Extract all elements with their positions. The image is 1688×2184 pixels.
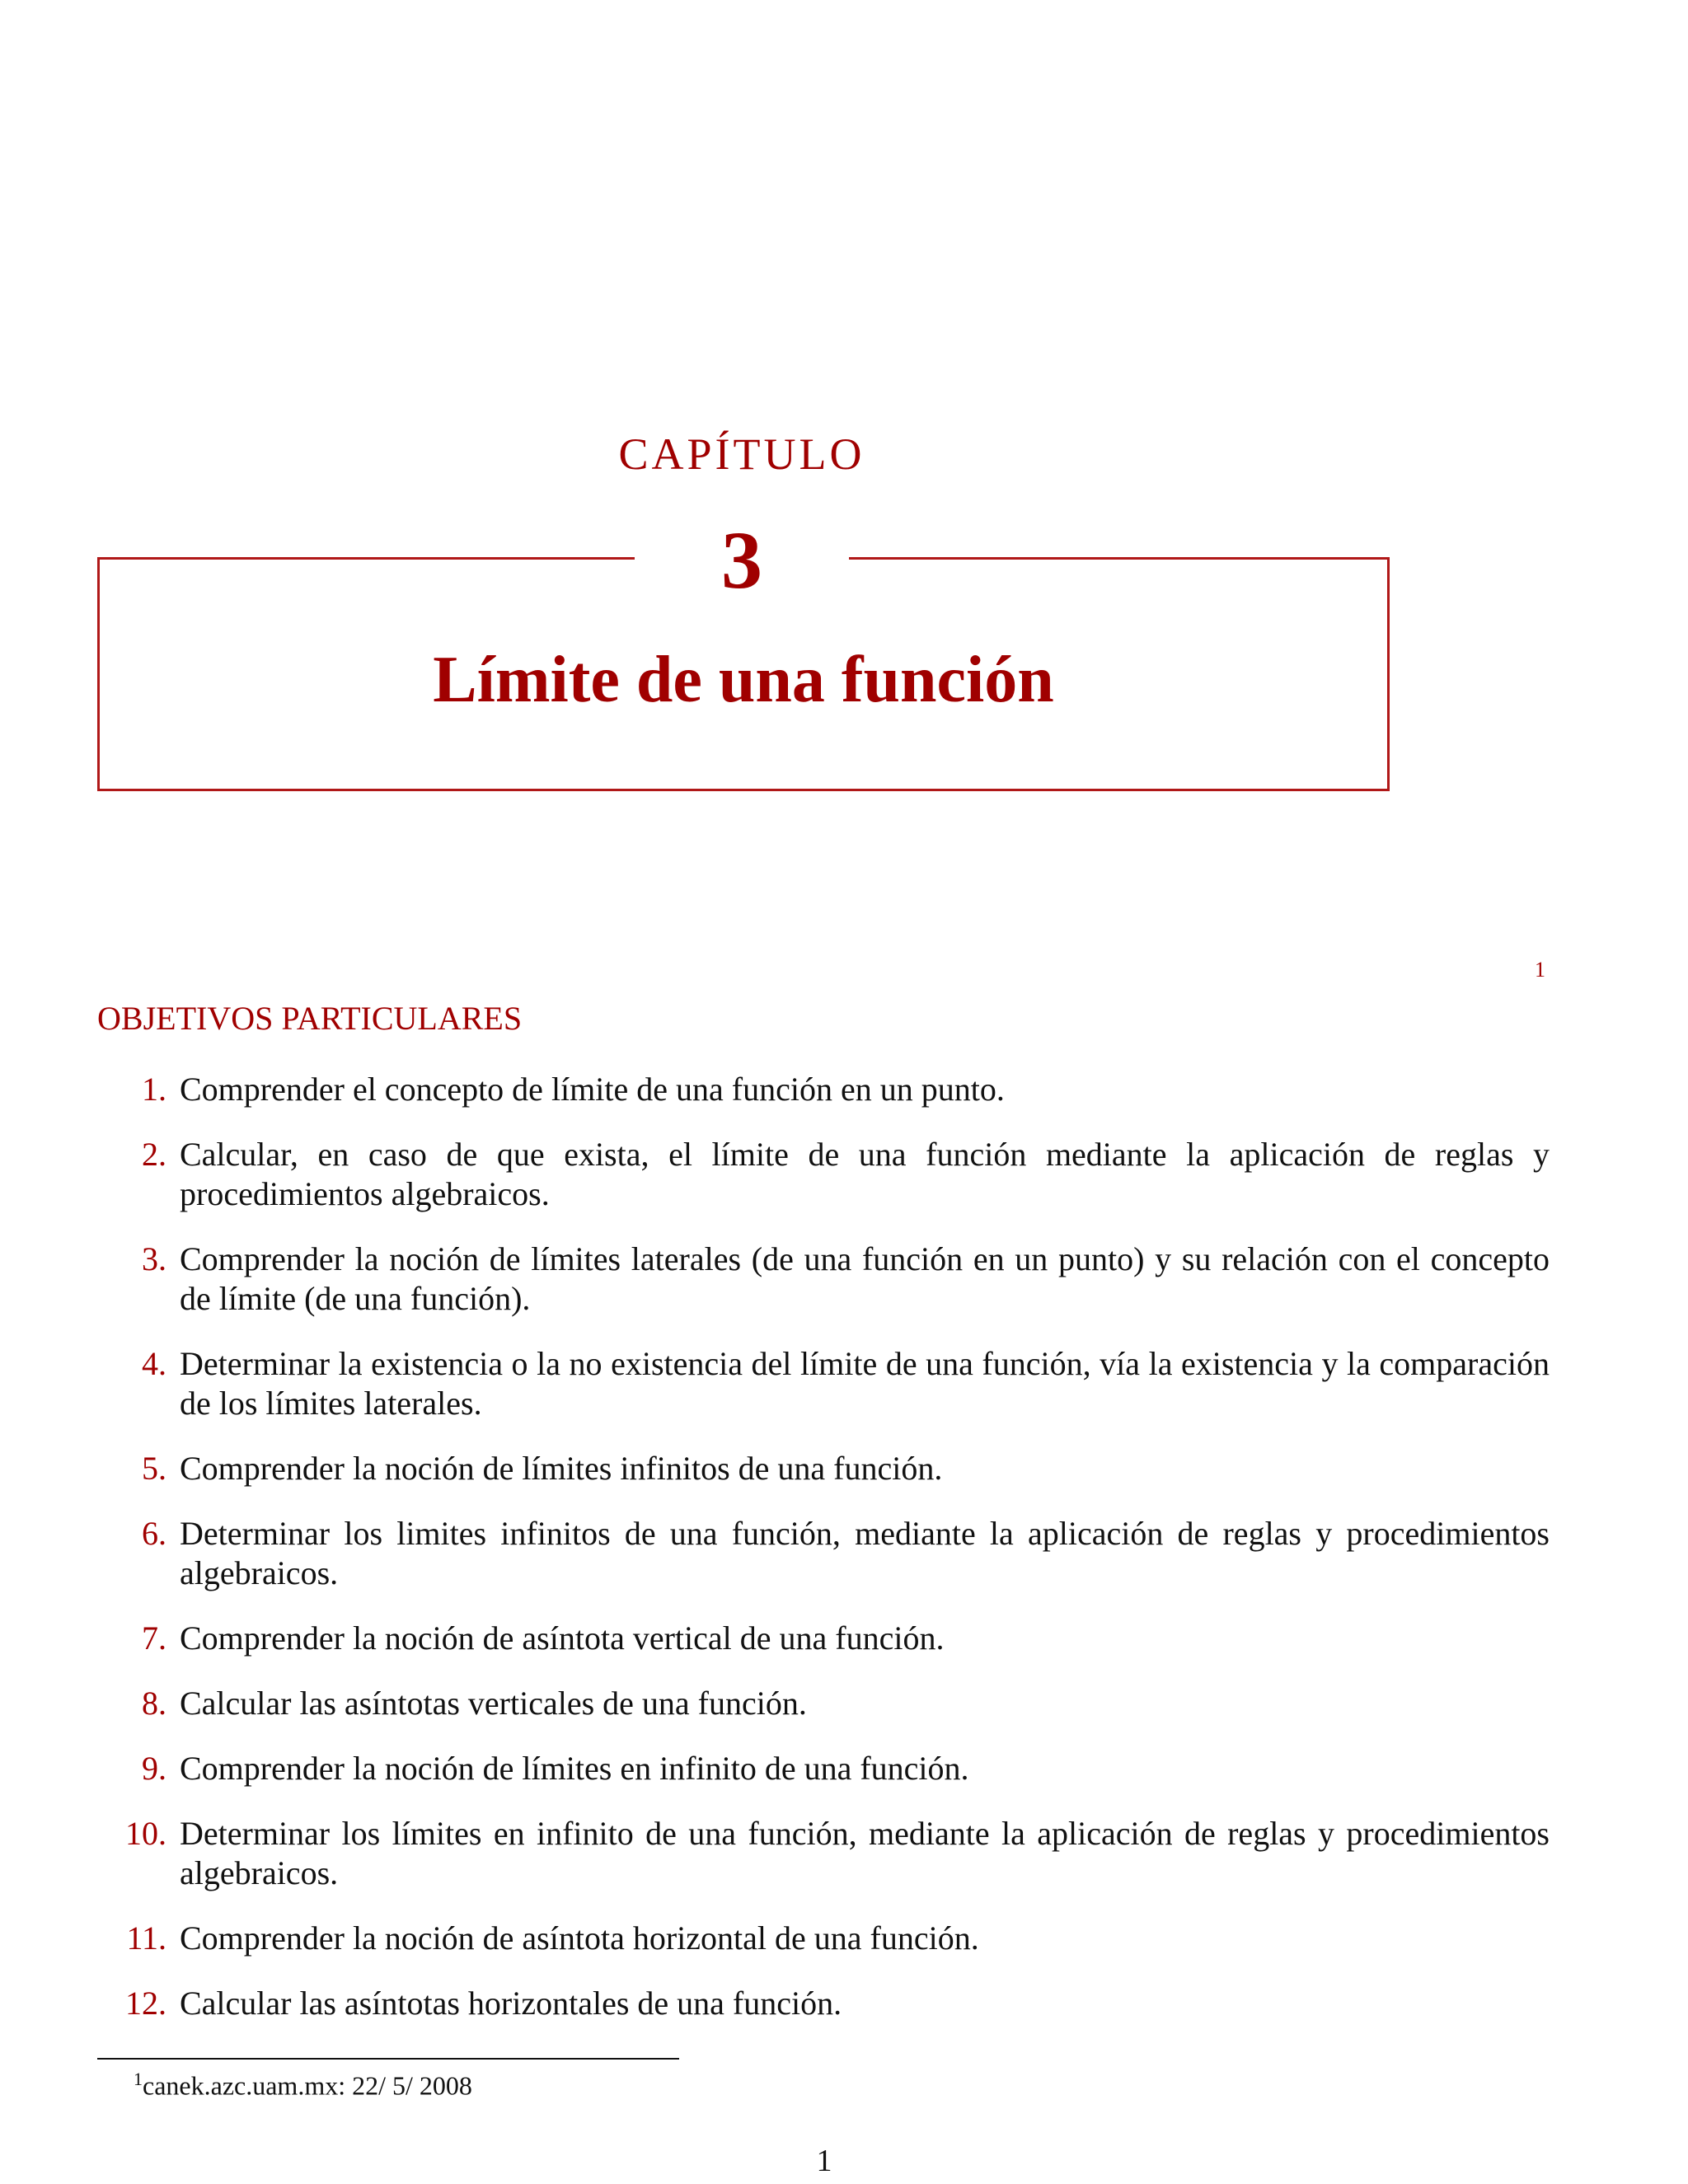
objective-item: [97, 1070, 1550, 1109]
objective-item: [97, 1135, 1550, 1214]
objective-text: Determinar los límites en infinito de una función, mediante la aplicación de reglas y procedimientos algebraicos.: [180, 1815, 1550, 1891]
objective-item: [97, 1984, 1550, 2023]
footnote-number: 1: [134, 2069, 143, 2089]
chapter-number: 3: [635, 511, 849, 610]
objective-text: Calcular las asíntotas horizontales de una función.: [180, 1985, 842, 2022]
objective-text: Calcular, en caso de que exista, el límite de una función mediante la aplicación de reglas y procedimientos algebraicos.: [180, 1136, 1550, 1212]
objective-item: [97, 1749, 1550, 1788]
chapter-title: Límite de una función: [433, 644, 1054, 716]
objective-number: 11.: [126, 1919, 166, 1957]
footnote: [134, 2069, 472, 2102]
objective-item: [97, 1814, 1550, 1893]
objective-item: [97, 1240, 1550, 1319]
objective-number: 2.: [142, 1136, 166, 1173]
objective-number: 9.: [142, 1750, 166, 1787]
objective-text: Calcular las asíntotas verticales de una función.: [180, 1685, 807, 1722]
objective-item: [97, 1449, 1550, 1488]
objective-item: [97, 1619, 1550, 1658]
objective-text: Comprender la noción de límites laterales (de una función en un punto) y su relación con el concepto de límite (de una función).: [180, 1240, 1550, 1317]
objective-text: Comprender la noción de límites infinitos de una función.: [180, 1450, 943, 1487]
objectives-heading: OBJETIVOS PARTICULARES: [97, 1000, 523, 1037]
objective-number: 6.: [142, 1515, 166, 1552]
objective-text: Determinar los limites infinitos de una función, mediante la aplicación de reglas y procedimientos algebraicos.: [180, 1515, 1550, 1591]
objective-item: [97, 1684, 1550, 1723]
objective-number: 1.: [142, 1071, 166, 1108]
objective-item: [97, 1919, 1550, 1958]
footnote-marker: 1: [1535, 958, 1545, 982]
objective-number: 10.: [125, 1815, 166, 1852]
objective-item: [97, 1514, 1550, 1593]
objective-text: Comprender la noción de asíntota vertical de una función.: [180, 1619, 945, 1657]
objective-number: 5.: [142, 1450, 166, 1487]
objective-number: 4.: [142, 1345, 166, 1382]
objectives-list: [97, 1070, 1550, 2049]
objective-number: 3.: [142, 1240, 166, 1277]
objective-text: Determinar la existencia o la no existencia del límite de una función, vía la existencia y la comparación de los límites laterales.: [180, 1345, 1550, 1422]
objective-number: 12.: [125, 1985, 166, 2022]
chapter-label: CAPÍTULO: [618, 429, 865, 479]
objective-text: Comprender la noción de asíntota horizontal de una función.: [180, 1919, 979, 1957]
page-number: 1: [816, 2144, 832, 2178]
objective-number: 7.: [142, 1619, 166, 1657]
objective-text: Comprender el concepto de límite de una función en un punto.: [180, 1071, 1005, 1108]
objective-item: [97, 1344, 1550, 1423]
objective-text: Comprender la noción de límites en infinito de una función.: [180, 1750, 969, 1787]
footnote-divider: [97, 2058, 679, 2060]
footnote-text: canek.azc.uam.mx: 22/ 5/ 2008: [143, 2070, 472, 2101]
objective-number: 8.: [142, 1685, 166, 1722]
